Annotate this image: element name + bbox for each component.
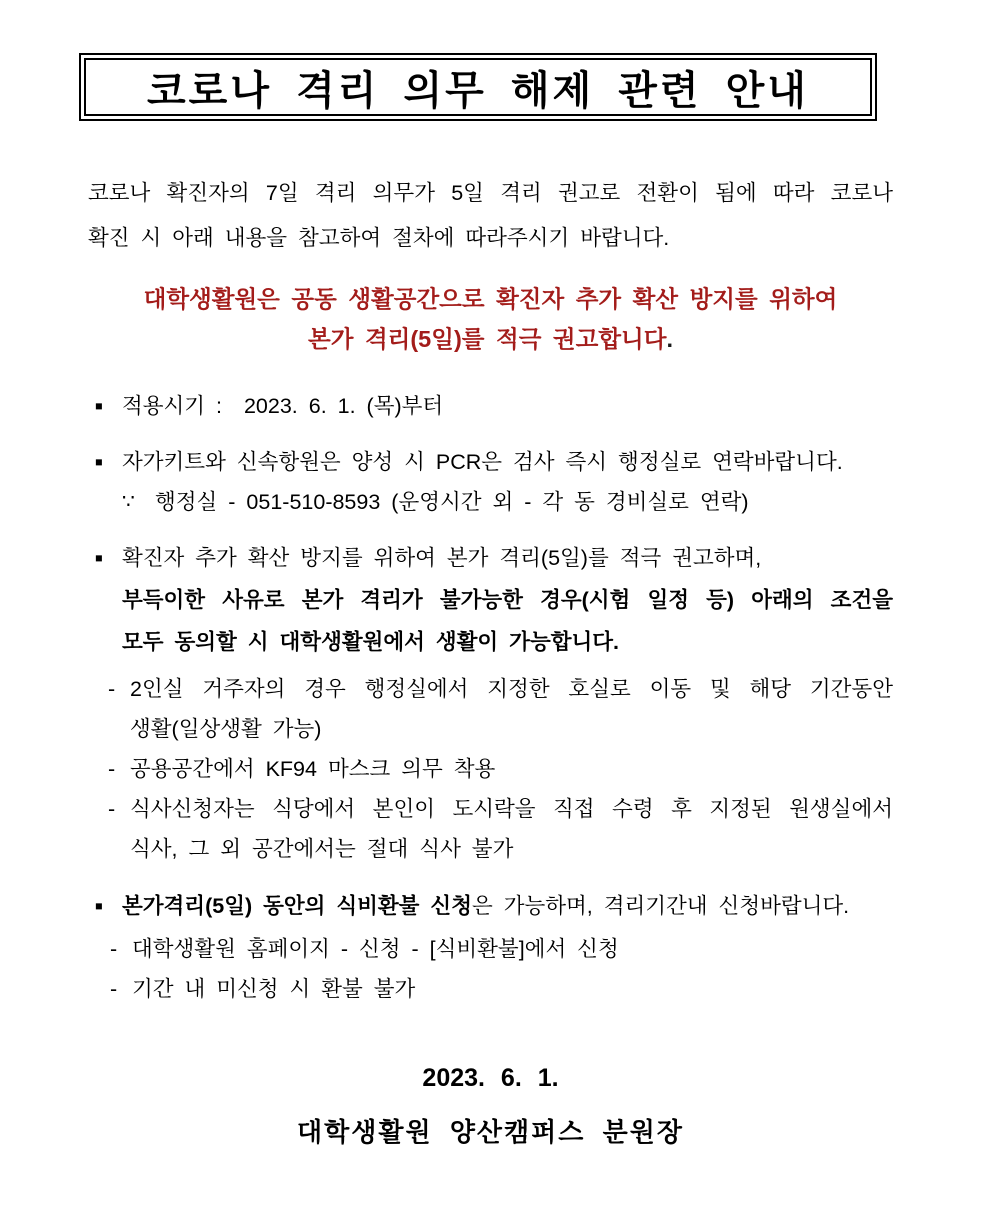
condition-list — [108, 669, 893, 869]
selftest-note — [122, 483, 893, 521]
bullet-square-icon: ■ — [95, 551, 103, 565]
condition1-line-2: 생활(일상생활 가능) — [130, 717, 322, 741]
emphasis-line-2-period: . — [666, 326, 673, 352]
condition2-line: 공용공간에서 KF94 마스크 의무 착용 — [130, 757, 496, 781]
refund-sub2-line: 기간 내 미신청 시 환불 불가 — [132, 977, 416, 1001]
bullet-selftest — [88, 441, 893, 483]
emphasis-line-2-red: 본가 격리(5일)를 적극 권고합니다 — [308, 326, 667, 352]
intro-line-2: 확진 시 아래 내용을 참고하여 절차에 따라주시기 바랍니다. — [88, 226, 670, 250]
emphasis-line-1: 대학생활원은 공동 생활공간으로 확진자 추가 확산 방지를 위하여 — [143, 286, 838, 312]
bullet-quarantine-text — [122, 537, 893, 663]
title-box — [79, 53, 877, 121]
intro-line-1: 코로나 확진자의 7일 격리 의무가 5일 격리 권고로 전환이 됨에 따라 코로나 — [88, 181, 893, 205]
dash-icon: - — [110, 937, 118, 961]
quarantine-line-2: 부득이한 사유로 본가 격리가 불가능한 경우(시험 일정 등) 아래의 조건을 — [122, 588, 893, 612]
quarantine-line-3: 모두 동의할 시 대학생활원에서 생활이 가능합니다. — [122, 630, 619, 654]
condition-item-meal — [108, 789, 893, 869]
title-box-inner — [84, 58, 872, 116]
refund-item-deadline — [110, 969, 893, 1009]
condition1-line-1: 2인실 거주자의 경우 행정실에서 지정한 호실로 이동 및 해당 기간동안 — [130, 677, 893, 701]
bullet-selftest-text: 자가키트와 신속항원은 양성 시 PCR은 검사 즉시 행정실로 연락바랍니다. — [122, 450, 843, 474]
bullet-square-icon: ■ — [95, 455, 103, 469]
refund-item-homepage — [110, 929, 893, 969]
dash-icon: - — [108, 797, 116, 821]
refund-bold-part: 본가격리(5일) 동안의 식비환불 신청 — [122, 894, 472, 918]
notice-body — [88, 171, 893, 1149]
bullet-refund — [88, 885, 893, 927]
signature: 대학생활원 양산캠퍼스 분원장 — [297, 1117, 684, 1147]
selftest-note-text: 행정실 - 051-510-8593 (운영시간 외 - 각 동 경비실로 연락) — [155, 490, 749, 514]
dash-icon: - — [110, 977, 118, 1001]
bullet-square-icon: ■ — [95, 899, 103, 913]
condition3-line-1: 식사신청자는 식당에서 본인이 도시락을 직접 수령 후 지정된 원생실에서 — [130, 797, 893, 821]
dash-icon: - — [108, 757, 116, 781]
emphasis-statement — [88, 279, 893, 359]
intro-paragraph — [88, 171, 893, 261]
bullet-apply-date-text: 적용시기 : 2023. 6. 1. (목)부터 — [122, 394, 444, 418]
refund-rest-part: 은 가능하며, 격리기간내 신청바랍니다. — [471, 894, 850, 918]
bullet-square-icon: ■ — [95, 399, 103, 413]
dash-icon: - — [108, 677, 116, 701]
condition3-line-2: 식사, 그 외 공간에서는 절대 식사 불가 — [130, 837, 514, 861]
refund-sub1-line: 대학생활원 홈페이지 - 신청 - [식비환불]에서 신청 — [132, 937, 619, 961]
emphasis-line-2 — [88, 319, 893, 359]
condition-item-room — [108, 669, 893, 749]
bullet-apply-date — [88, 385, 893, 427]
notice-date: 2023. 6. 1. — [422, 1064, 559, 1092]
condition-item-mask — [108, 749, 893, 789]
quarantine-line-1: 확진자 추가 확산 방지를 위하여 본가 격리(5일)를 적극 권고하며, — [122, 546, 762, 570]
because-icon: ∵ — [122, 491, 135, 513]
bullet-refund-text — [122, 885, 893, 927]
bullet-quarantine — [88, 537, 893, 663]
page-title: 코로나 격리 의무 해제 관련 안내 — [147, 68, 809, 113]
refund-sub-list — [110, 929, 893, 1009]
